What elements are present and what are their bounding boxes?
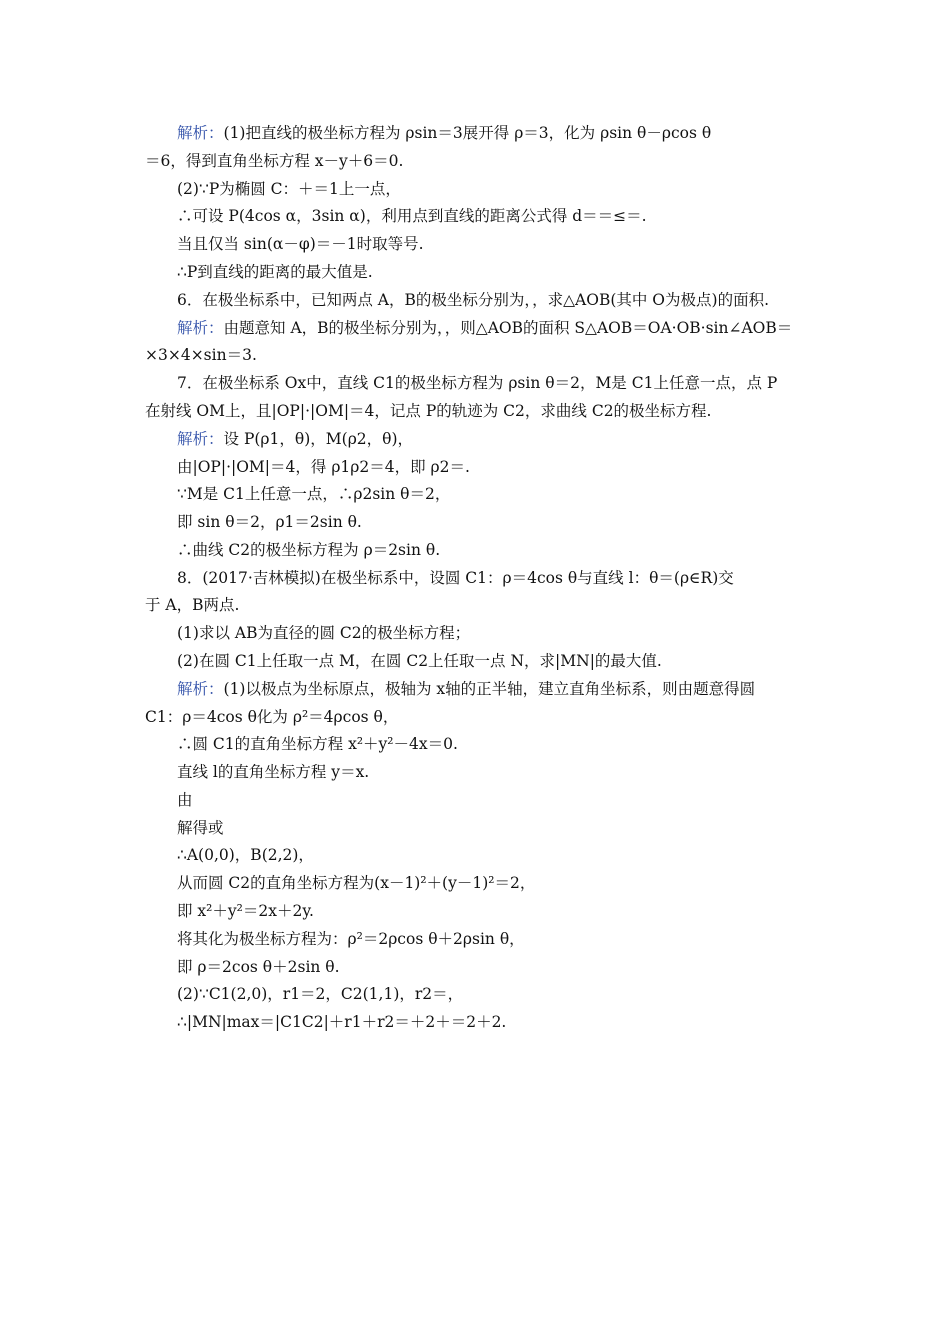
solution-5-line-1: 解析：(1)把直线的极坐标方程为 ρsin＝3展开得 ρ＝3，化为 ρsin θ－ρcos θ	[177, 124, 712, 142]
problem-8-line-2: 于 A，B两点.	[145, 596, 240, 614]
solution-8-line-8: 从而圆 C2的直角坐标方程为(x－1)²＋(y－1)²＝2，	[177, 874, 536, 892]
problem-7-line-1: 7．在极坐标系 Ox中，直线 C1的极坐标方程为 ρsin θ＝2，M是 C1上任意一点，点 P	[177, 374, 778, 392]
solution-8-line-5: 由	[177, 791, 193, 809]
solution-label: 解析：	[177, 430, 224, 448]
solution-8-line-13: ∴|MN|max＝|C1C2|＋r1＋r2＝＋2＋＝2＋2.	[177, 1013, 507, 1031]
problem-8-line-1: 8．(2017·吉林模拟)在极坐标系中，设圆 C1：ρ＝4cos θ与直线 l：θ＝(ρ∈R)交	[177, 569, 734, 587]
solution-5-line-5: 当且仅当 sin(α－φ)＝－1时取等号.	[177, 235, 424, 253]
solution-5-line-2: ＝6，得到直角坐标方程 x－y＋6＝0.	[145, 152, 404, 170]
solution-8-line-10: 将其化为极坐标方程为：ρ²＝2ρcos θ＋2ρsin θ，	[177, 930, 525, 948]
solution-5-line-3: (2)∵P为椭圆 C：＋＝1上一点，	[177, 180, 401, 198]
solution-7-line-4: 即 sin θ＝2，ρ1＝2sin θ.	[177, 513, 362, 531]
solution-8-line-6: 解得或	[177, 819, 224, 837]
solution-label: 解析：	[177, 319, 224, 337]
problem-6: 6．在极坐标系中，已知两点 A，B的极坐标分别为，，求△AOB(其中 O为极点)的面积.	[177, 291, 769, 309]
problem-7-line-2: 在射线 OM上，且|OP|·|OM|＝4，记点 P的轨迹为 C2，求曲线 C2的极坐标方程.	[145, 402, 712, 420]
solution-8-line-4: 直线 l的直角坐标方程 y＝x.	[177, 763, 370, 781]
solution-8-line-3: ∴圆 C1的直角坐标方程 x²＋y²－4x＝0.	[177, 735, 458, 753]
solution-7-line-1: 解析：设 P(ρ1，θ)，M(ρ2，θ)，	[177, 430, 414, 448]
problem-8-part-1: (1)求以 AB为直径的圆 C2的极坐标方程；	[177, 624, 471, 642]
solution-label: 解析：	[177, 680, 224, 698]
solution-8-line-2: C1：ρ＝4cos θ化为 ρ²＝4ρcos θ，	[145, 708, 399, 726]
solution-7-line-2: 由|OP|·|OM|＝4，得 ρ1ρ2＝4，即 ρ2＝.	[177, 458, 470, 476]
solution-8-line-7: ∴A(0,0)，B(2,2)，	[177, 846, 314, 864]
solution-7-line-3: ∵M是 C1上任意一点，∴ρ2sin θ＝2，	[177, 485, 451, 503]
solution-6-line-1: 解析：由题意知 A，B的极坐标分别为，，则△AOB的面积 S△AOB＝OA·OB·sin∠AOB＝	[177, 319, 793, 337]
solution-5-line-6: ∴P到直线的距离的最大值是.	[177, 263, 373, 281]
solution-7-line-5: ∴曲线 C2的极坐标方程为 ρ＝2sin θ.	[177, 541, 441, 559]
solution-8-line-12: (2)∵C1(2,0)，r1＝2，C2(1,1)，r2＝，	[177, 985, 464, 1003]
solution-8-line-9: 即 x²＋y²＝2x＋2y.	[177, 902, 314, 920]
solution-label: 解析：	[177, 124, 224, 142]
problem-8-part-2: (2)在圆 C1上任取一点 M，在圆 C2上任取一点 N，求|MN|的最大值.	[177, 652, 662, 670]
solution-6-line-2: ×3×4×sin＝3.	[145, 346, 257, 364]
solution-8-line-1: 解析：(1)以极点为坐标原点，极轴为 x轴的正半轴，建立直角坐标系，则由题意得圆	[177, 680, 756, 698]
solution-5-line-4: ∴可设 P(4cos α，3sin α)，利用点到直线的距离公式得 d＝＝≤＝.	[177, 207, 647, 225]
solution-8-line-11: 即 ρ＝2cos θ＋2sin θ.	[177, 958, 340, 976]
